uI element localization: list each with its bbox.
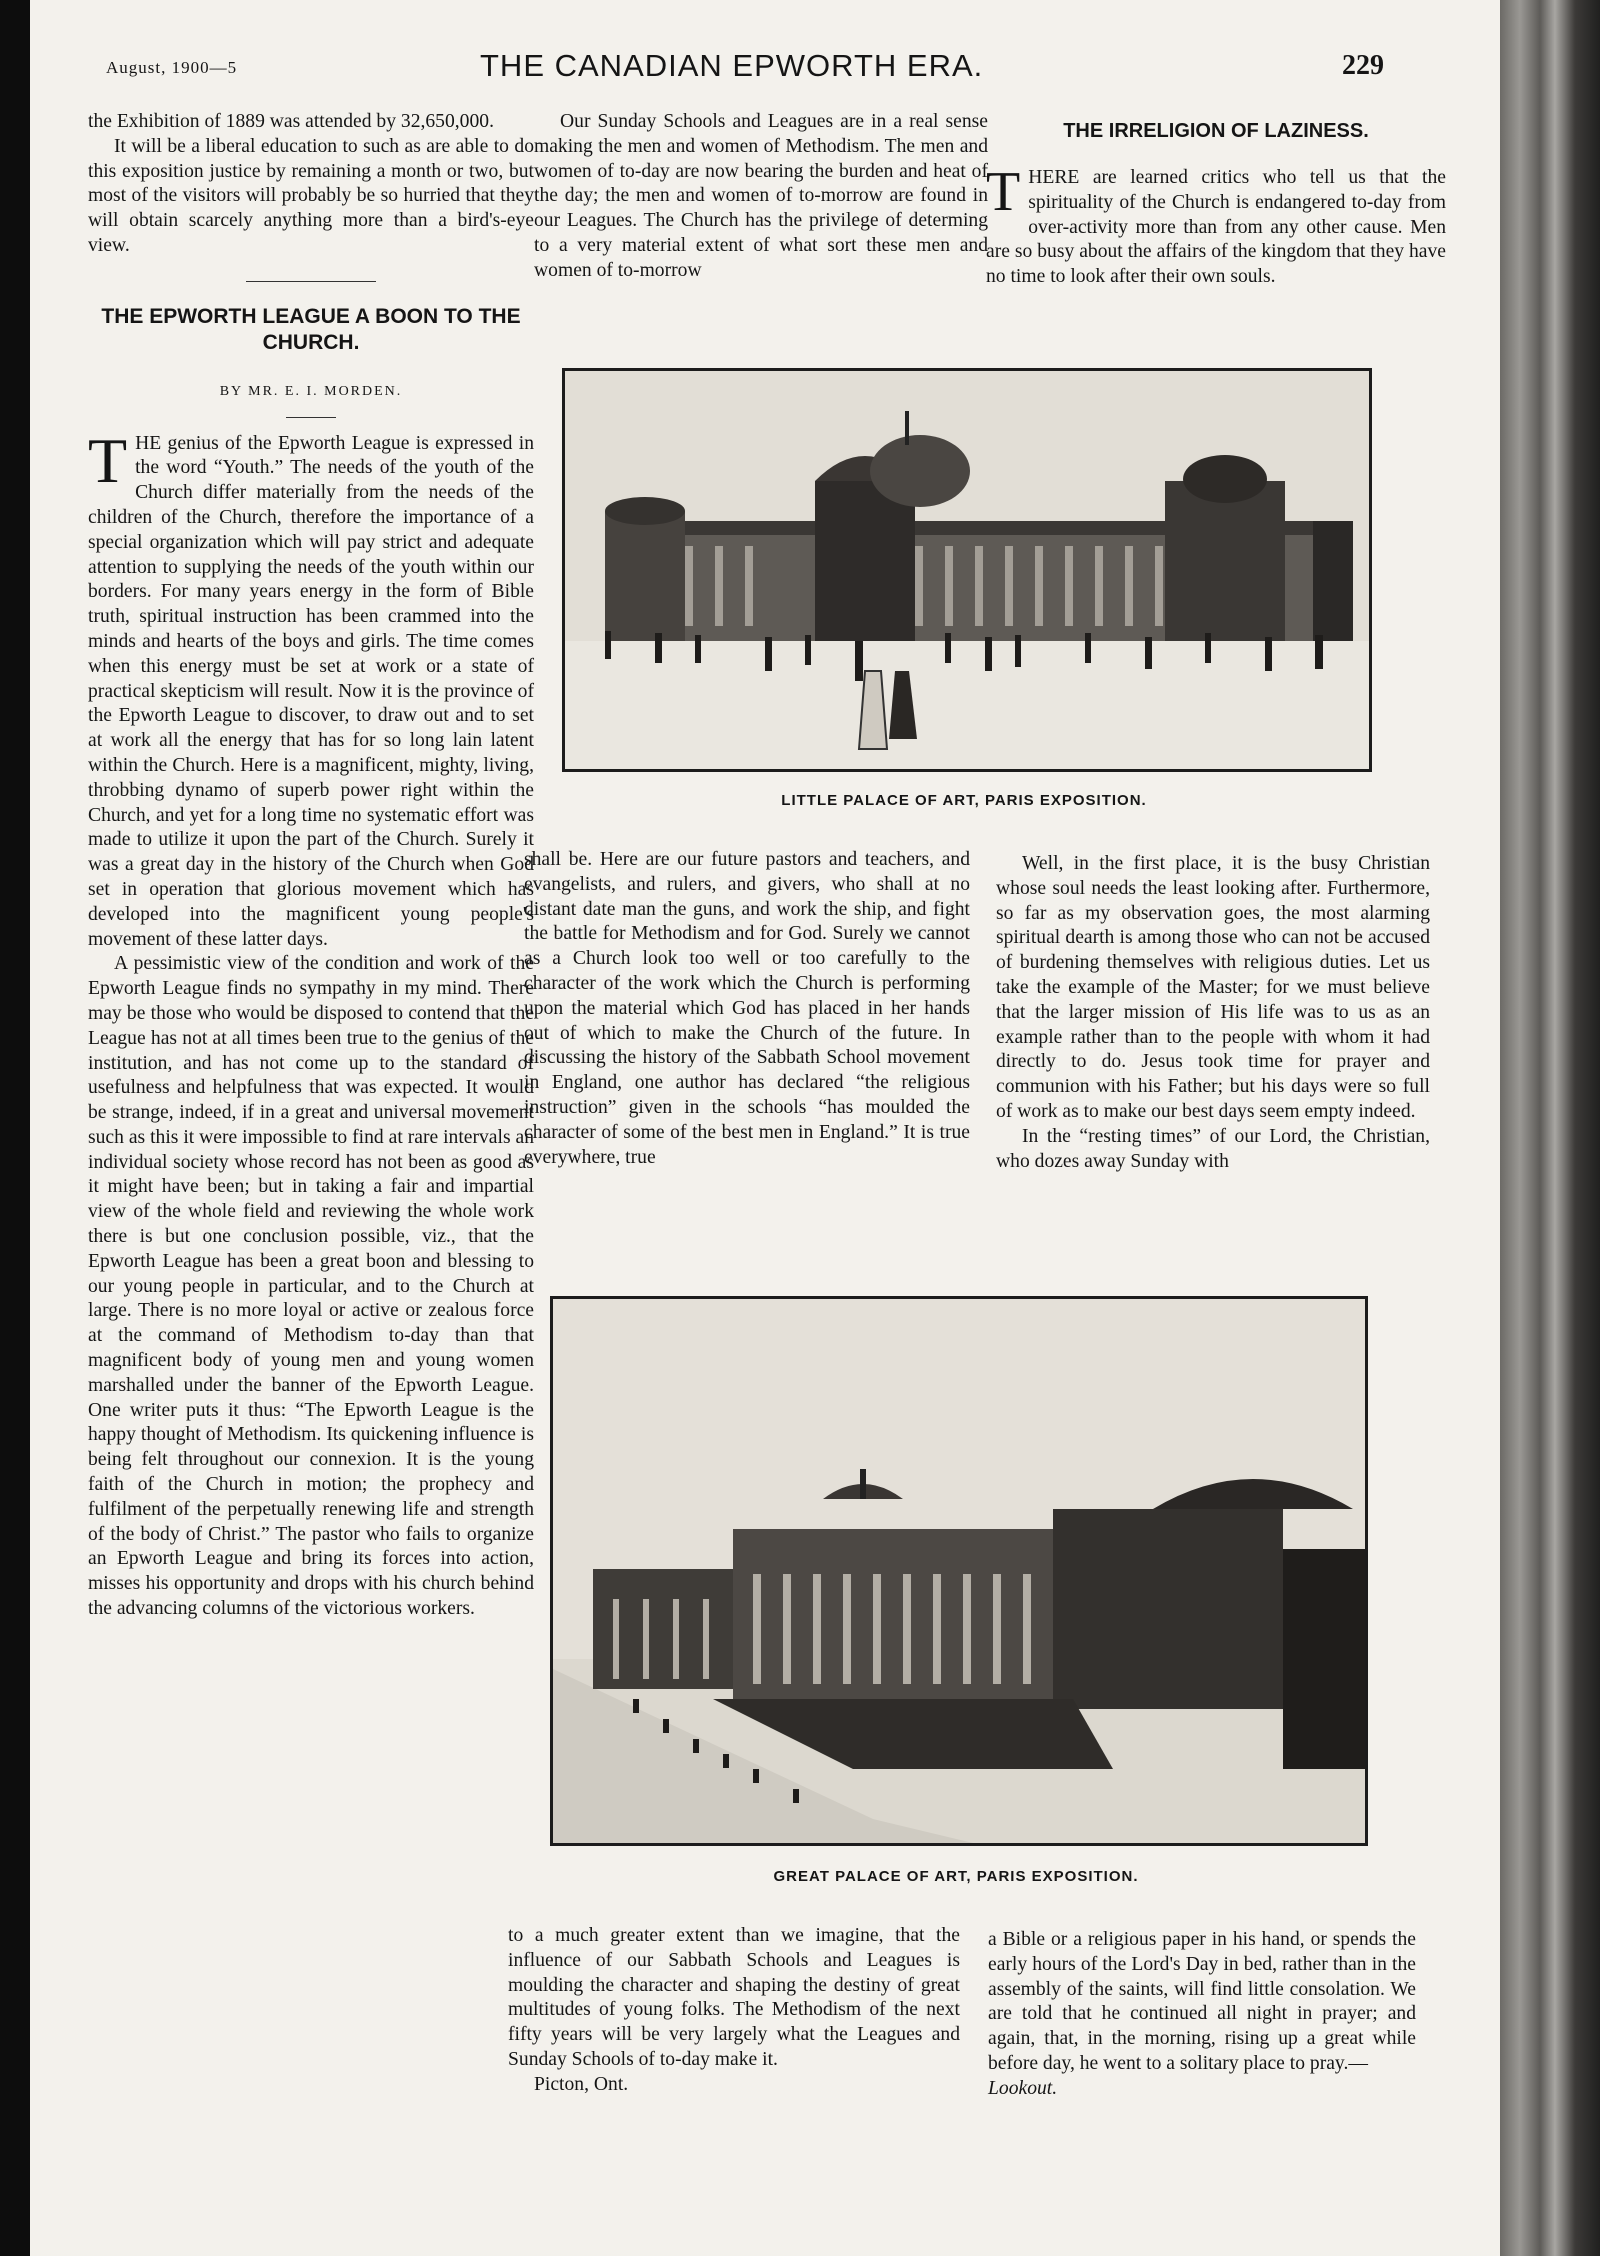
column-3-bottom bbox=[988, 1928, 1416, 2102]
column-3-top bbox=[986, 118, 1446, 290]
byline-rule bbox=[286, 417, 336, 418]
drop-cap: T bbox=[88, 424, 128, 496]
laziness-paragraph-3-continued: a Bible or a religious paper in his hand, or spends the early hours of the Lord's Day in bed, rather than in the assembly of the saints, will find little consolation. We are told that he continued all night in prayer; and again, that, in the morning, rising up a great while before day, he went to a solitary place to pray.— bbox=[988, 1929, 1416, 2074]
exhibition-paragraph: It will be a liberal education to such as are able to do this exposition justice by remaining a month or two, but most of the visitors will probably be so hurried that they will obtain scarcely anything more than a bird's-eye view. bbox=[88, 135, 534, 256]
exhibition-paragraph-end: the Exhibition of 1889 was attended by 32,650,000. bbox=[88, 111, 494, 132]
league-article-byline: BY MR. E. I. MORDEN. bbox=[219, 383, 403, 399]
publication-title: THE CANADIAN EPWORTH ERA. bbox=[480, 48, 984, 83]
league-paragraph-1-text: HE genius of the Epworth League is expressed in the word “Youth.” The needs of the youth of the Church differ materially from the needs of the children of the Church, therefore the importance of a special organization which will pay strict and adequate attention to supplying the needs of the youth within our borders. For many years energy in the form of Bible truth, spiritual instruction has been crammed into the minds and hearts of the boys and girls. The time comes when this energy must be set at work or a state of practical skepticism will result. Now it is the province of the Epworth League to discover, to draw out and to set at work all the energy that has for so long lain latent within the Church. Here is a magnificent, mighty, living, throbbing dynamo of superb power right within the Church, and yet for a long time no systematic effort was made to utilize it upon the part of the Church. Surely it was a great day in the history of the Church when God set in operation that glorious movement which has developed into the magnificent young people's movement of these latter days. bbox=[88, 432, 534, 950]
scan-left-edge bbox=[0, 0, 30, 2256]
laziness-paragraph-2: Well, in the first place, it is the busy Christian whose soul needs the least looking after. Furthermore, so far as my observation goes, the most alarming spiritual dearth is among those who can not be accused of burdening themselves with religious duties. Let us take the example of the Master; for we must believe that the larger mission of His life was to us as an example rather than to the people with whom it had directly to do. Jesus took time for prayer and communion with his Father; but his days were so full of work as to make our best days seem empty indeed. bbox=[996, 853, 1430, 1122]
column-1 bbox=[88, 110, 534, 1622]
magazine-page bbox=[30, 0, 1500, 2256]
league-paragraph-2: A pessimistic view of the condition and work of the Epworth League finds no sympathy in my mind. There may be those who would be disposed to contend that the League has not at all times been true to the genius of the institution, and has not come up to the standard of usefulness and helpfulness that was expected. It would be strange, indeed, if in a great and universal movement such as this it were impossible to find at rare intervals an individual society whose record has not been as good as it might have been; but in taking a fair and impartial view of the whole field and reviewing the whole work there is but one conclusion possible, viz., that the Epworth League has been a great boon and blessing to our young people in particular, and to the Church at large. There is no more loyal or active or zealous force at the command of Methodism to-day than that magnificent body of young men and young women marshalled under the banner of the Epworth League. One writer puts it thus: “The Epworth League is the happy thought of Methodism. Its quickening influence is being felt throughout our connexion. It is the young faith of the Church in motion; the prophecy and fulfilment of the perpetually renewing life and strength of the body of Christ.” The pastor who fails to organize an Epworth League and bring its forces into action, misses his opportunity and drops with his church behind the advancing columns of the victorious workers. bbox=[88, 953, 534, 1620]
running-head bbox=[30, 48, 1500, 98]
league-article-title: THE EPWORTH LEAGUE A BOON TO THE CHURCH. bbox=[101, 304, 521, 354]
laziness-article-title: THE IRRELIGION OF LAZINESS. bbox=[1063, 120, 1369, 142]
column-3-middle bbox=[996, 852, 1430, 1174]
little-palace-illustration bbox=[562, 368, 1372, 772]
league-paragraph-3-continued: shall be. Here are our future pastors and teachers, and evangelists, and rulers, and givers, who shall at no distant date man the guns, and work the ship, and fight the battle for Methodism and for God. Surely we cannot as a Church look too well or too carefully to the character of the work which the Church is performing upon the material which God has placed in her hands out of which to make the Church of the future. In discussing the history of the Sabbath School movement in England, one author has declared “the religious instruction” given in the schools “has moulded the character of some of the best men in England.” It is true everywhere, true bbox=[524, 849, 970, 1168]
league-article-signoff: Picton, Ont. bbox=[534, 2073, 629, 2095]
column-2-bottom bbox=[508, 1924, 960, 2098]
laziness-paragraph-1 bbox=[986, 161, 1446, 290]
page-number: 229 bbox=[1342, 50, 1384, 81]
little-palace-drawing bbox=[565, 371, 1369, 769]
laziness-paragraph-3: In the “resting times” of our Lord, the Christian, who dozes away Sunday with bbox=[996, 1125, 1430, 1172]
column-2-top bbox=[534, 110, 988, 284]
league-paragraph-4: to a much greater extent than we imagine, that the influence of our Sabbath Schools and Leagues is moulding the character and shaping the destiny of great multitudes of young folks. The Methodism of the next fifty years will be very largely what the Leagues and Sunday Schools of to-day make it. bbox=[508, 1925, 960, 2070]
league-paragraph-3-start: Our Sunday Schools and Leagues are in a real sense making the men and women of Methodism. The men and women of to-day are now bearing the burden and heat of the day; the men and women of to-morrow are found in our Leagues. The Church has the privilege of determing to a very material extent of what sort these men and women of to-morrow bbox=[534, 111, 988, 281]
great-palace-drawing bbox=[553, 1299, 1365, 1843]
great-palace-caption: GREAT PALACE OF ART, PARIS EXPOSITION. bbox=[773, 1868, 1139, 1885]
issue-date: August, 1900—5 bbox=[106, 58, 238, 77]
drop-cap: T bbox=[986, 161, 1021, 223]
book-binding-edge bbox=[1500, 0, 1600, 2256]
laziness-paragraph-1-text: HERE are learned critics who tell us that the spirituality of the Church is endangered to-day from over-activity more than from any other cause. Men are so busy about the affairs of the kingdom that they have no time to look after their own souls. bbox=[986, 167, 1446, 288]
little-palace-caption: LITTLE PALACE OF ART, PARIS EXPOSITION. bbox=[781, 792, 1147, 809]
column-2-middle bbox=[524, 848, 970, 1170]
section-divider bbox=[246, 281, 376, 282]
laziness-source: Lookout. bbox=[988, 2077, 1058, 2099]
league-paragraph-1 bbox=[88, 424, 534, 953]
great-palace-illustration bbox=[550, 1296, 1368, 1846]
